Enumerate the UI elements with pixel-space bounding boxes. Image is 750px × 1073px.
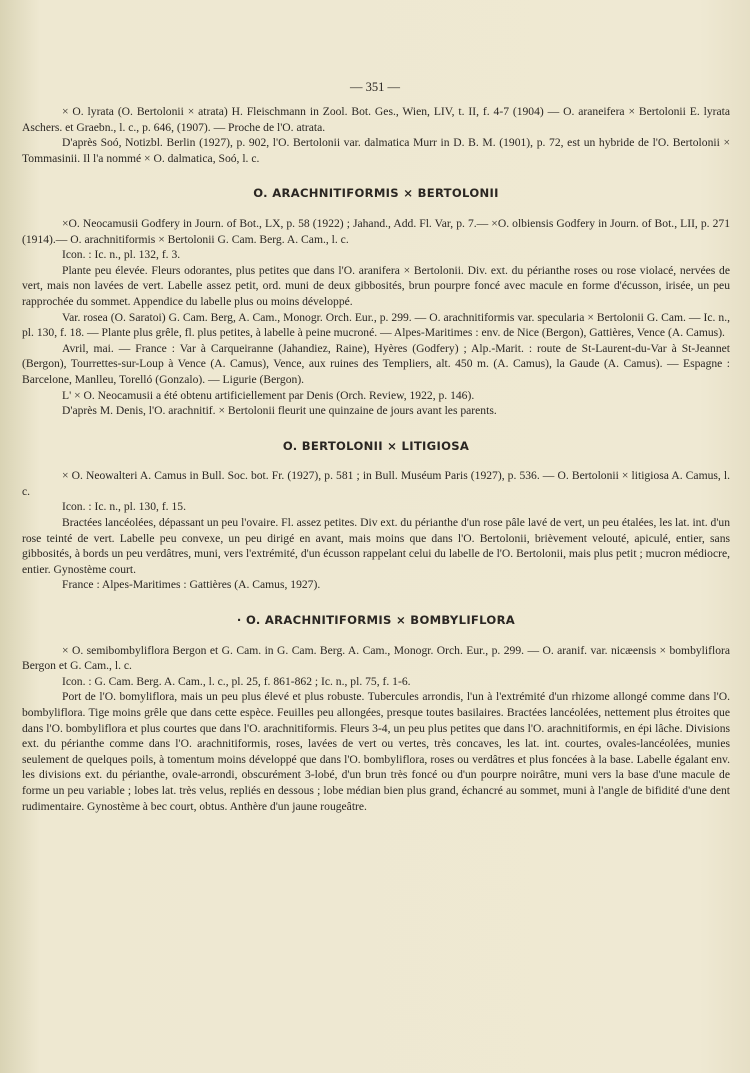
paragraph: × O. semibombyliflora Bergon et G. Cam. in G. Cam. Berg. A. Cam., Monogr. Orch. Eur., p. 299. — O. aranif. var. nicæensis × bombyliflora Bergon et G. Cam., l. c. bbox=[22, 643, 730, 673]
paragraph: Avril, mai. — France : Var à Carqueiranne (Jahandiez, Raine), Hyères (Godfery) ; Alp.-Marit. : route de St-Laurent-du-Var à St-Jeannet (Bergon), Tourrettes-sur-Loup à Vence (A. Camus), Vence, aux ruines des Templiers, alt. 450 m. (A. Camus), la Gaude (A. Camus). — Espagne : Barcelone, Manlleu, Torelló (Gonzalo). — Ligurie (Bergon). bbox=[22, 341, 730, 386]
page-number: — 351 — bbox=[350, 80, 400, 94]
paragraph: Port de l'O. bomyliflora, mais un peu plus élevé et plus robuste. Tubercules arrondis, l'un à l'extrémité d'un rhizome allongé comme dans l'O. bombyliflora. Tige moins grêle que dans cette espèce. Feuilles peu allongées, presque toutes basilaires. Bractées lancéolées, nettement plus étroites que dans l'O. bombyliflora et plus courtes que dans l'O. arachnitiformis. Fleurs 3-4, un peu plus petites que dans l'O. arachnitiformis, en épi lâche. Divisions ext. du périanthe comme dans l'O. arachnitiformis, roses, lavées de vert ou vertes, très concaves, les lat. int. courtes, ovales-lancéolées, munies seulement de quelques poils, à tomentum moins développé que dans l'O. bombyliflora, roses ou verdâtres et plus foncées à la base. Labelle égalant env. les divisions ext. du périanthe, ovale-arrondi, obscurément 3-lobé, d'un brun très foncé ou d'un pourpre noirâtre, muni vers la base d'une macule de forme un peu variable ; lobes lat. très velus, repliés en dessous ; lobe médian bien plus grand, échancré au sommet, muni à l'angle de bifidité d'une dent rudimentaire. Gynostème à bec court, obtus. Anthère d'un jaune rougeâtre. bbox=[22, 690, 730, 813]
paragraph: Bractées lancéolées, dépassant un peu l'ovaire. Fl. assez petites. Div ext. du périanthe d'un rose pâle lavé de vert, un peu étalées, les lat. int. d'un rose teinté de vert. Labelle peu convexe, un peu dirigé en avant, mais moins que dans l'O. Bertolonii, brièvement velouté, apiculé, entier, sans gibbosités, à bords un peu verdâtres, muni, vers l'extrémité, d'un écusson rappelant celui du labelle de l'O. Bertolonii, mais plus petit ; mucron médiocre, entier. Gynostème court. bbox=[22, 516, 730, 576]
section-heading: · O. ARACHNITIFORMIS × BOMBYLIFLORA bbox=[236, 613, 516, 628]
paragraph: D'après Soó, Notizbl. Berlin (1927), p. 902, l'O. Bertolonii var. dalmatica Murr in D. B. M. (1901), p. 72, est un hybride de l'O. Bertolonii × Tommasinii. Il l'a nommé × O. dalmatica, Soó, l. c. bbox=[22, 136, 730, 165]
paragraph: × O. lyrata (O. Bertolonii × atrata) H. Fleischmann in Zool. Bot. Ges., Wien, LIV, t. II, f. 4-7 (1904) — O. araneifera × Bertolonii E. lyrata Aschers. et Graebn., l. c., p. 646, (1907). — Proche de l'O. atrata. bbox=[22, 105, 730, 134]
paragraph: Icon. : Ic. n., pl. 130, f. 15. bbox=[62, 500, 186, 514]
paragraph: ×O. Neocamusii Godfery in Journ. of Bot., LX, p. 58 (1922) ; Jahand., Add. Fl. Var, p. 7.— ×O. olbiensis Godfery in Journ. of Bot., LII, p. 271 (1914).— O. arachnitiformis × Bertolonii G. Cam. Berg. A. Cam., l. c. bbox=[22, 216, 730, 246]
paragraph: Icon. : G. Cam. Berg. A. Cam., l. c., pl. 25, f. 861-862 ; Ic. n., pl. 75, f. 1-6. bbox=[62, 674, 411, 688]
page-body bbox=[22, 104, 730, 814]
paragraph: Var. rosea (O. Saratoi) G. Cam. Berg, A. Cam., Monogr. Orch. Eur., p. 299. — O. arachnitiformis var. specularia × Bertolonii G. Cam. — Ic. n., pl. 130, f. 18. — Plante plus grêle, fl. plus petites, à labelle à peine mucroné. — Alpes-Maritimes : env. de Nice (Bergon), Gattières, Vence (A. Camus). bbox=[22, 310, 730, 340]
paragraph: D'après M. Denis, l'O. arachnitif. × Bertolonii fleurit une quinzaine de jours avant les parents. bbox=[62, 404, 497, 418]
paragraph: Plante peu élevée. Fleurs odorantes, plus petites que dans l'O. aranifera × Bertolonii. Div. ext. du périanthe roses ou rose violacé, nervées de vert, mais non lavées de vert. Labelle assez petit, ord. muni de deux gibbosités, brun pourpre foncé avec macule en forme d'écusson, irisée, un peu rapprochée du sommet. Appendice du labelle plus ou moins développé. bbox=[22, 263, 730, 308]
paragraph: France : Alpes-Maritimes : Gattières (A. Camus, 1927). bbox=[62, 578, 321, 592]
paragraph: Icon. : Ic. n., pl. 132, f. 3. bbox=[62, 248, 181, 262]
section-heading: O. ARACHNITIFORMIS × BERTOLONII bbox=[253, 186, 499, 201]
paragraph: L' × O. Neocamusii a été obtenu artificiellement par Denis (Orch. Review, 1922, p. 146). bbox=[62, 388, 475, 402]
paragraph: × O. Neowalteri A. Camus in Bull. Soc. bot. Fr. (1927), p. 581 ; in Bull. Muséum Paris (1927), p. 536. — O. Bertolonii × litigiosa A. Camus, l. c. bbox=[22, 469, 730, 498]
section-heading: O. BERTOLONII × LITIGIOSA bbox=[282, 438, 470, 453]
